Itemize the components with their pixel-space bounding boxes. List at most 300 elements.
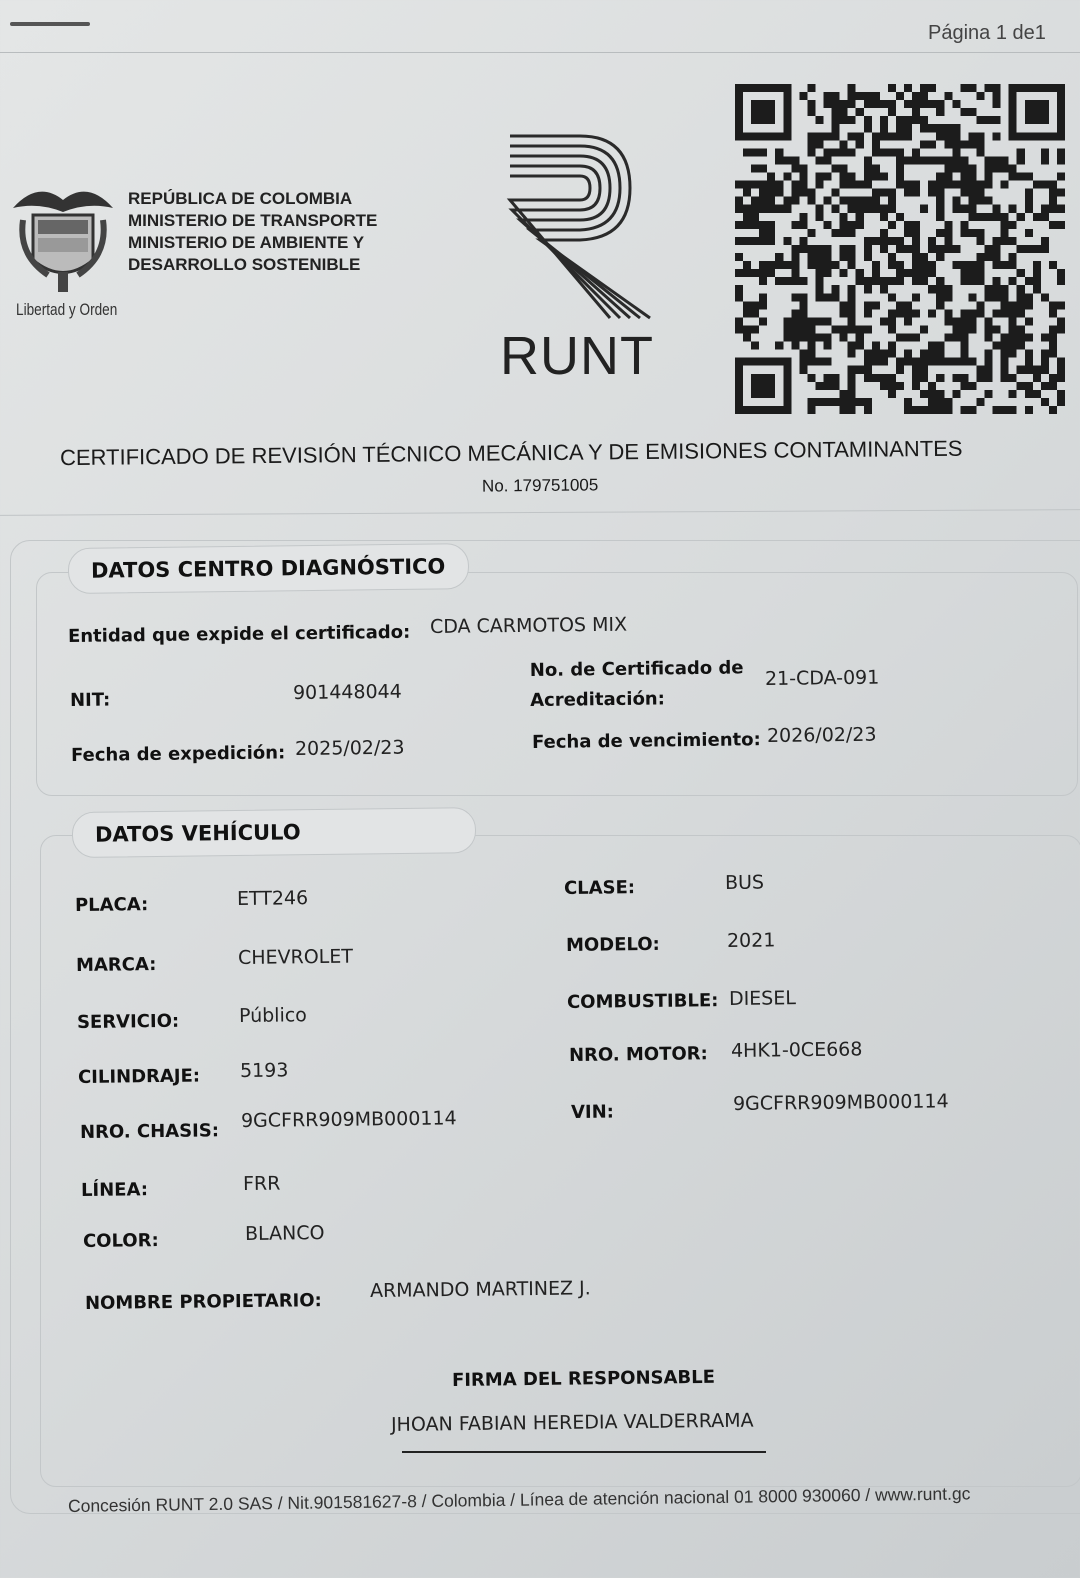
qr-module xyxy=(807,253,815,261)
qr-module xyxy=(783,100,791,108)
qr-module xyxy=(920,366,928,374)
qr-module xyxy=(759,164,767,172)
qr-module xyxy=(856,132,864,140)
qr-module xyxy=(904,334,912,342)
qr-module xyxy=(888,221,896,229)
qr-module xyxy=(815,382,823,390)
color-value: BLANCO xyxy=(244,1222,325,1245)
qr-module xyxy=(1001,293,1009,301)
qr-module xyxy=(783,108,791,116)
qr-module xyxy=(993,100,1001,108)
qr-module xyxy=(904,116,912,124)
qr-module xyxy=(993,84,1001,92)
qr-module xyxy=(1025,301,1033,309)
qr-module xyxy=(912,358,920,366)
qr-module xyxy=(767,84,775,92)
qr-module xyxy=(952,317,960,325)
qr-module xyxy=(783,374,791,382)
qr-module xyxy=(1033,84,1041,92)
qr-module xyxy=(968,317,976,325)
qr-module xyxy=(799,277,807,285)
qr-module xyxy=(976,277,984,285)
qr-module xyxy=(904,124,912,132)
qr-module xyxy=(896,92,904,100)
qr-module xyxy=(751,205,759,213)
qr-module xyxy=(904,398,912,406)
qr-module xyxy=(735,390,743,398)
qr-module xyxy=(1041,108,1049,116)
qr-module xyxy=(864,277,872,285)
qr-module xyxy=(976,229,984,237)
qr-module xyxy=(751,325,759,333)
qr-module xyxy=(856,269,864,277)
qr-module xyxy=(872,342,880,350)
qr-module xyxy=(848,293,856,301)
qr-module xyxy=(807,406,815,414)
qr-module xyxy=(960,309,968,317)
qr-module xyxy=(735,100,743,108)
qr-module xyxy=(791,269,799,277)
qr-module xyxy=(976,197,984,205)
qr-module xyxy=(759,390,767,398)
qr-module xyxy=(1009,342,1017,350)
qr-module xyxy=(832,164,840,172)
qr-module xyxy=(767,261,775,269)
qr-module xyxy=(848,301,856,309)
qr-module xyxy=(896,181,904,189)
qr-module xyxy=(920,374,928,382)
qr-module xyxy=(976,237,984,245)
qr-module xyxy=(1049,221,1057,229)
qr-module xyxy=(985,350,993,358)
qr-module xyxy=(783,116,791,124)
qr-module xyxy=(1009,237,1017,245)
qr-module xyxy=(767,374,775,382)
qr-module xyxy=(864,406,872,414)
qr-module xyxy=(1049,350,1057,358)
qr-module xyxy=(799,92,807,100)
qr-module xyxy=(1049,406,1057,414)
qr-module xyxy=(912,156,920,164)
qr-module xyxy=(1025,100,1033,108)
qr-module xyxy=(735,358,743,366)
qr-module xyxy=(751,374,759,382)
qr-module xyxy=(976,92,984,100)
qr-module xyxy=(799,164,807,172)
qr-module xyxy=(993,92,1001,100)
qr-module xyxy=(815,261,823,269)
qr-module xyxy=(832,132,840,140)
qr-module xyxy=(928,358,936,366)
qr-module xyxy=(1017,366,1025,374)
qr-module xyxy=(944,92,952,100)
qr-module xyxy=(767,406,775,414)
qr-module xyxy=(864,309,872,317)
qr-module xyxy=(880,229,888,237)
qr-module xyxy=(1049,205,1057,213)
qr-module xyxy=(767,382,775,390)
qr-module xyxy=(1033,100,1041,108)
qr-module xyxy=(775,189,783,197)
qr-module xyxy=(824,221,832,229)
qr-module xyxy=(976,269,984,277)
qr-module xyxy=(815,205,823,213)
qr-module xyxy=(775,181,783,189)
qr-module xyxy=(735,325,743,333)
qr-module xyxy=(743,221,751,229)
qr-module xyxy=(1009,317,1017,325)
qr-module xyxy=(920,84,928,92)
qr-module xyxy=(832,205,840,213)
qr-module xyxy=(985,317,993,325)
qr-module xyxy=(735,197,743,205)
qr-module xyxy=(864,124,872,132)
gov-line: MINISTERIO DE TRANSPORTE xyxy=(128,211,378,230)
qr-module xyxy=(807,374,815,382)
qr-module xyxy=(783,398,791,406)
qr-module xyxy=(993,245,1001,253)
qr-module xyxy=(904,269,912,277)
qr-module xyxy=(791,317,799,325)
qr-module xyxy=(864,100,872,108)
qr-module xyxy=(848,390,856,398)
qr-module xyxy=(759,189,767,197)
qr-module xyxy=(856,205,864,213)
qr-module xyxy=(1057,84,1065,92)
qr-module xyxy=(985,390,993,398)
qr-module xyxy=(824,245,832,253)
qr-module xyxy=(799,237,807,245)
qr-module xyxy=(848,406,856,414)
qr-module xyxy=(848,197,856,205)
qr-module xyxy=(791,181,799,189)
qr-module xyxy=(944,406,952,414)
qr-module xyxy=(985,213,993,221)
qr-module xyxy=(888,205,896,213)
qr-module xyxy=(920,358,928,366)
qr-module xyxy=(936,181,944,189)
qr-module xyxy=(1017,173,1025,181)
qr-module xyxy=(799,221,807,229)
qr-module xyxy=(872,237,880,245)
qr-module xyxy=(993,253,1001,261)
qr-module xyxy=(743,261,751,269)
qr-module xyxy=(848,181,856,189)
qr-module xyxy=(880,100,888,108)
qr-module xyxy=(1001,350,1009,358)
qr-module xyxy=(799,366,807,374)
qr-module xyxy=(1025,229,1033,237)
qr-module xyxy=(968,406,976,414)
qr-module xyxy=(952,148,960,156)
qr-module xyxy=(985,156,993,164)
qr-module xyxy=(912,237,920,245)
qr-module xyxy=(928,189,936,197)
qr-module xyxy=(920,350,928,358)
qr-module xyxy=(1057,92,1065,100)
qr-module xyxy=(960,84,968,92)
runt-brand: RUNT xyxy=(500,326,654,386)
qr-module xyxy=(912,245,920,253)
qr-module xyxy=(856,342,864,350)
signature-heading: FIRMA DEL RESPONSABLE xyxy=(451,1366,716,1391)
qr-module xyxy=(759,374,767,382)
qr-module xyxy=(960,261,968,269)
qr-module xyxy=(1001,309,1009,317)
qr-module xyxy=(920,156,928,164)
qr-module xyxy=(759,406,767,414)
qr-module xyxy=(888,197,896,205)
qr-module xyxy=(976,140,984,148)
qr-module xyxy=(751,100,759,108)
qr-module xyxy=(928,350,936,358)
qr-module xyxy=(944,309,952,317)
qr-module xyxy=(1049,189,1057,197)
qr-module xyxy=(960,334,968,342)
qr-module xyxy=(985,245,993,253)
qr-module xyxy=(807,229,815,237)
qr-module xyxy=(1033,132,1041,140)
qr-module xyxy=(864,374,872,382)
qr-module xyxy=(848,309,856,317)
qr-module xyxy=(904,406,912,414)
brand-value: CHEVROLET xyxy=(237,945,354,969)
qr-module xyxy=(872,350,880,358)
qr-module xyxy=(840,325,848,333)
qr-module xyxy=(993,342,1001,350)
qr-module xyxy=(1057,277,1065,285)
qr-module xyxy=(848,366,856,374)
qr-module xyxy=(993,285,1001,293)
qr-module xyxy=(735,285,743,293)
qr-module xyxy=(1001,366,1009,374)
qr-module xyxy=(1057,358,1065,366)
qr-module xyxy=(944,358,952,366)
qr-module xyxy=(904,132,912,140)
qr-module xyxy=(976,253,984,261)
qr-module xyxy=(1025,108,1033,116)
qr-module xyxy=(1057,374,1065,382)
qr-module xyxy=(743,309,751,317)
qr-module xyxy=(1057,390,1065,398)
qr-module xyxy=(880,317,888,325)
vehicle-heading: DATOS VEHÍCULO xyxy=(72,807,477,858)
qr-module xyxy=(960,342,968,350)
qr-module xyxy=(936,358,944,366)
qr-module xyxy=(759,269,767,277)
qr-module xyxy=(944,293,952,301)
qr-module xyxy=(944,140,952,148)
qr-module xyxy=(896,148,904,156)
qr-module xyxy=(952,132,960,140)
qr-module xyxy=(743,213,751,221)
qr-module xyxy=(824,156,832,164)
qr-module xyxy=(864,245,872,253)
qr-module xyxy=(767,116,775,124)
qr-module xyxy=(751,382,759,390)
qr-module xyxy=(751,358,759,366)
qr-module xyxy=(960,189,968,197)
qr-module xyxy=(872,132,880,140)
qr-module xyxy=(936,374,944,382)
qr-module xyxy=(1041,237,1049,245)
qr-module xyxy=(888,350,896,358)
signature-line xyxy=(402,1451,766,1453)
qr-module xyxy=(976,213,984,221)
qr-module xyxy=(936,132,944,140)
qr-module xyxy=(912,100,920,108)
qr-module xyxy=(735,317,743,325)
qr-module xyxy=(864,285,872,293)
qr-module xyxy=(936,229,944,237)
qr-module xyxy=(896,309,904,317)
qr-module xyxy=(815,132,823,140)
qr-module xyxy=(840,269,848,277)
qr-module xyxy=(767,205,775,213)
page-indicator: Página 1 de1 xyxy=(928,22,1046,44)
qr-module xyxy=(928,156,936,164)
qr-module xyxy=(888,100,896,108)
qr-module xyxy=(928,398,936,406)
qr-module xyxy=(976,374,984,382)
qr-module xyxy=(944,245,952,253)
qr-module xyxy=(976,301,984,309)
qr-module xyxy=(759,84,767,92)
qr-module xyxy=(1025,293,1033,301)
qr-module xyxy=(864,325,872,333)
qr-module xyxy=(928,237,936,245)
qr-module xyxy=(1025,350,1033,358)
qr-module xyxy=(985,173,993,181)
qr-module xyxy=(735,132,743,140)
qr-module xyxy=(735,406,743,414)
qr-module xyxy=(759,148,767,156)
qr-module xyxy=(791,309,799,317)
qr-module xyxy=(743,132,751,140)
qr-module xyxy=(832,261,840,269)
qr-module xyxy=(952,164,960,172)
vin-value: 9GCFRR909MB000114 xyxy=(732,1090,949,1115)
qr-module xyxy=(751,116,759,124)
qr-module xyxy=(832,374,840,382)
qr-module xyxy=(1049,301,1057,309)
qr-module xyxy=(993,116,1001,124)
qr-module xyxy=(783,382,791,390)
qr-module xyxy=(968,269,976,277)
qr-module xyxy=(904,229,912,237)
qr-module xyxy=(791,277,799,285)
qr-module xyxy=(904,358,912,366)
diagnostic-center-heading: DATOS CENTRO DIAGNÓSTICO xyxy=(68,543,470,594)
qr-module xyxy=(880,358,888,366)
qr-module xyxy=(1041,334,1049,342)
qr-module xyxy=(759,358,767,366)
qr-module xyxy=(1049,325,1057,333)
qr-module xyxy=(1001,334,1009,342)
qr-module xyxy=(1025,173,1033,181)
qr-module xyxy=(735,92,743,100)
qr-module xyxy=(872,189,880,197)
qr-module xyxy=(896,156,904,164)
qr-module xyxy=(799,245,807,253)
qr-module xyxy=(1057,325,1065,333)
qr-module xyxy=(872,277,880,285)
qr-module xyxy=(840,140,848,148)
qr-module xyxy=(968,164,976,172)
qr-module xyxy=(985,116,993,124)
qr-module xyxy=(759,205,767,213)
qr-module xyxy=(791,245,799,253)
qr-module xyxy=(872,140,880,148)
qr-module xyxy=(767,237,775,245)
engine-number-label: NRO. MOTOR: xyxy=(568,1043,708,1066)
qr-module xyxy=(904,309,912,317)
qr-module xyxy=(888,253,896,261)
qr-module xyxy=(968,108,976,116)
qr-module xyxy=(848,350,856,358)
qr-module xyxy=(864,156,872,164)
qr-module xyxy=(952,205,960,213)
qr-module xyxy=(735,374,743,382)
qr-module xyxy=(944,334,952,342)
qr-module xyxy=(920,100,928,108)
qr-module xyxy=(743,237,751,245)
qr-module xyxy=(856,398,864,406)
qr-module xyxy=(743,301,751,309)
qr-module xyxy=(1001,221,1009,229)
qr-module xyxy=(952,325,960,333)
qr-module xyxy=(864,366,872,374)
qr-module xyxy=(799,334,807,342)
qr-module xyxy=(751,181,759,189)
qr-module xyxy=(1033,261,1041,269)
signature-name: JHOAN FABIAN HEREDIA VALDERRAMA xyxy=(390,1409,754,1436)
qr-module xyxy=(848,229,856,237)
qr-module xyxy=(1001,285,1009,293)
qr-module xyxy=(904,350,912,358)
qr-module xyxy=(936,342,944,350)
qr-module xyxy=(976,148,984,156)
qr-module xyxy=(815,285,823,293)
qr-module xyxy=(767,221,775,229)
qr-module xyxy=(872,92,880,100)
qr-module xyxy=(968,205,976,213)
qr-module xyxy=(848,253,856,261)
qr-module xyxy=(985,374,993,382)
qr-module xyxy=(1017,269,1025,277)
qr-module xyxy=(759,237,767,245)
qr-module xyxy=(1017,382,1025,390)
qr-module xyxy=(848,84,856,92)
qr-module xyxy=(1041,245,1049,253)
qr-module xyxy=(888,390,896,398)
qr-module xyxy=(848,132,856,140)
qr-module xyxy=(864,164,872,172)
qr-module xyxy=(1057,366,1065,374)
qr-module xyxy=(920,124,928,132)
qr-module xyxy=(751,269,759,277)
qr-module xyxy=(993,325,1001,333)
qr-module xyxy=(968,173,976,181)
qr-module xyxy=(807,342,815,350)
qr-module xyxy=(743,358,751,366)
qr-module xyxy=(944,398,952,406)
vin-label: VIN: xyxy=(570,1101,615,1123)
qr-module xyxy=(799,350,807,358)
qr-module xyxy=(864,92,872,100)
qr-module xyxy=(920,261,928,269)
qr-module xyxy=(976,181,984,189)
